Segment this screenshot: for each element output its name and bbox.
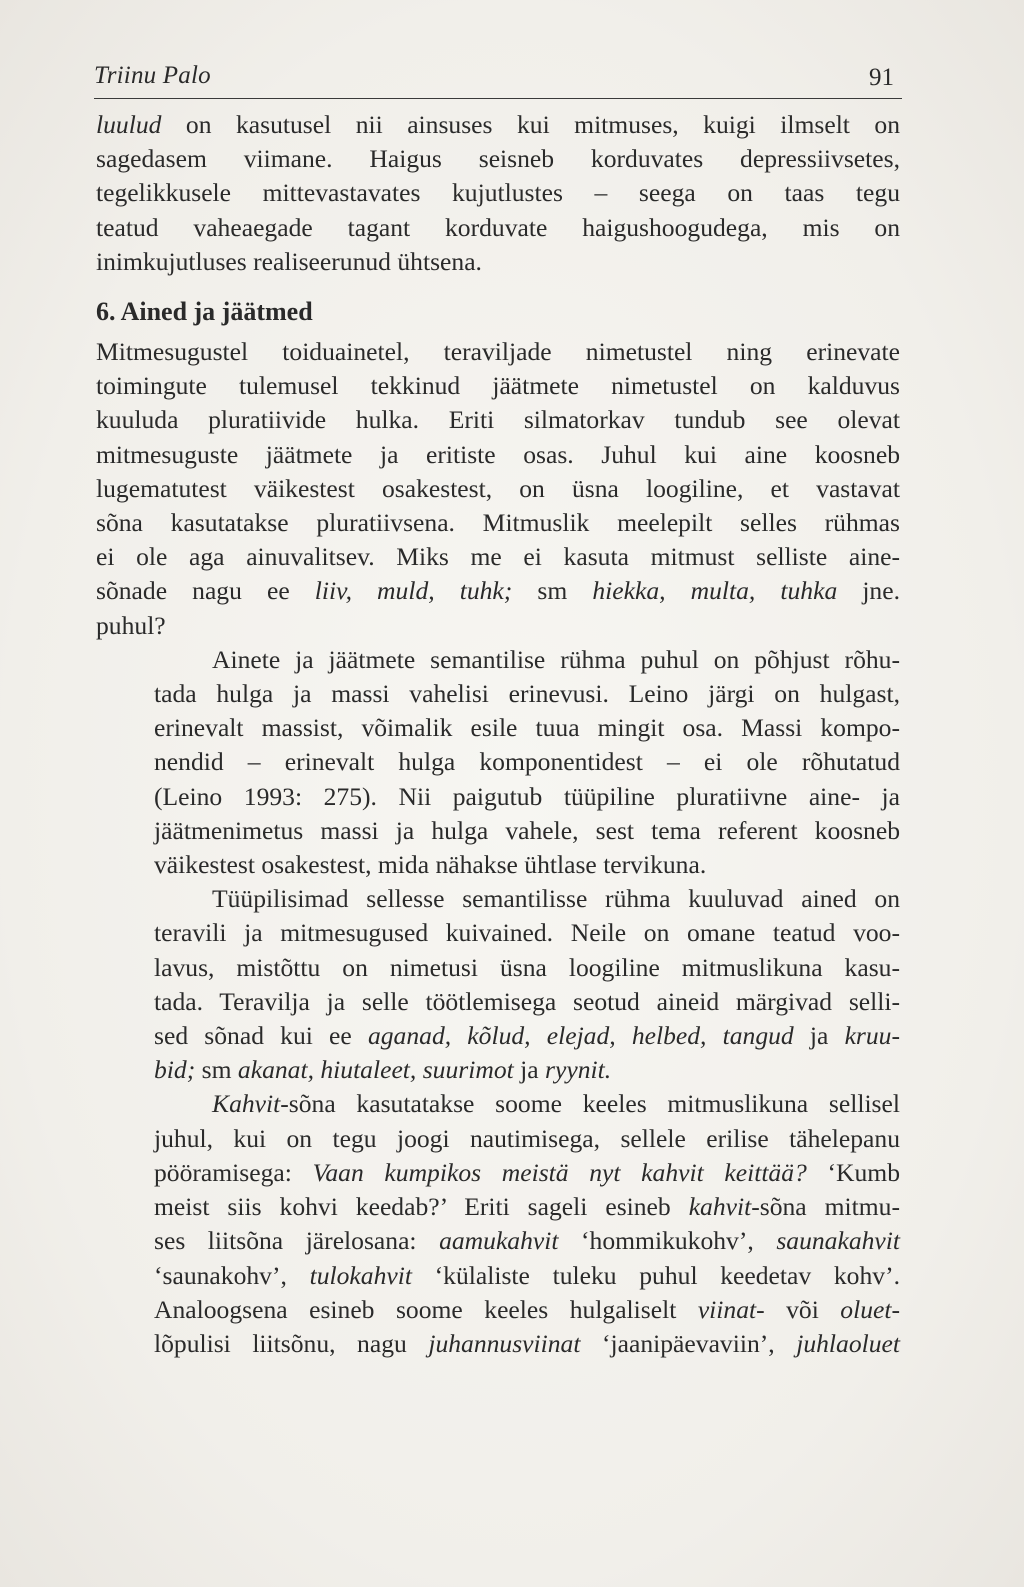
example-word: Kahvit [212, 1089, 281, 1119]
text-line: Ainete ja jäätmete semantilise rühma puhul on põhjust rõhu- [212, 644, 900, 674]
text-span: sm [512, 576, 593, 606]
text-line [96, 1087, 900, 1121]
example-word: aamukahvit [439, 1226, 559, 1256]
text-line [96, 108, 900, 142]
text-span: sõnade nagu ee [96, 576, 315, 606]
text-span: ja [513, 1055, 546, 1085]
example-words: ryynit. [545, 1055, 612, 1085]
example-sentence: Vaan kumpikos meistä nyt kahvit keittää? [312, 1157, 807, 1187]
example-word: viinat- [697, 1294, 765, 1324]
text-line: puhul? [96, 610, 166, 640]
text-line: sagedasem viimane. Haigus seisneb korduvates depressiivsetes, [96, 144, 900, 174]
paragraph [96, 1087, 900, 1361]
example-word: kahvit [688, 1192, 752, 1222]
text-line: inimkujutluses realiseerunud ühtsena. [96, 246, 482, 276]
text-line [96, 1190, 900, 1224]
text-line [96, 1259, 900, 1293]
text-span: või [764, 1294, 841, 1324]
text-line: ei ole aga ainuvalitsev. Miks me ei kasuta mitmust selliste aine- [96, 542, 900, 572]
example-word: oluet- [840, 1294, 900, 1324]
text-line [96, 1224, 900, 1258]
text-line: lavus, mistõttu on nimetusi üsna loogiline mitmuslikuna kasu- [154, 952, 900, 982]
text-span: sed sõnad kui ee [154, 1021, 368, 1051]
text-line: Tüüpilisimad sellesse semantilisse rühma kuuluvad ained on [212, 884, 900, 914]
running-header-author: Triinu Palo [94, 62, 211, 89]
text-span: ‘külaliste tuleku puhul keedetav kohv’. [411, 1260, 900, 1290]
text-span: ‘saunakohv’, [154, 1260, 310, 1290]
text-span: ja [793, 1021, 845, 1051]
text-line [96, 1156, 900, 1190]
text-span: ‘hommikukohv’, [558, 1226, 777, 1256]
text-span: Analoogsena esineb soome keeles hulgaliselt [154, 1294, 698, 1324]
example-words: aganad, kõlud, elejad, helbed, tangud [367, 1021, 794, 1051]
example-word: luulud [96, 110, 162, 139]
text-line [96, 1019, 900, 1053]
text-line: kuuluda pluratiivide hulka. Eriti silmatorkav tundub see olevat [96, 405, 900, 435]
text-line: lugematutest väikestest osakestest, on üsna loogiline, et vastavat [96, 473, 900, 503]
example-words: liiv, muld, tuhk; [314, 576, 513, 606]
text-span: on kasutusel nii ainsuses kui mitmuses, kuigi ilmselt on [161, 110, 900, 139]
example-word: tulokahvit [309, 1260, 412, 1290]
example-word: juhannusviinat [428, 1328, 581, 1358]
text-line: tada. Teravilja ja selle töötlemisega seotud aineid märgivad selli- [154, 986, 900, 1016]
text-line: mitmesuguste jäätmete ja eritiste osas. Juhul kui aine koosneb [96, 439, 900, 469]
example-word: saunakahvit [776, 1226, 900, 1256]
text-line: erinevalt massist, võimalik esile tuua mingit osa. Massi kompo- [154, 713, 900, 743]
text-span: lõpulisi liitsõnu, nagu [154, 1328, 429, 1358]
paragraph-continued [96, 108, 900, 279]
text-span: ‘jaanipäevaviin’, [580, 1328, 797, 1358]
text-line: teatud vaheaegade tagant korduvate haigushoogudega, mis on [96, 212, 900, 242]
text-line [96, 1293, 900, 1327]
paragraph [96, 882, 900, 1087]
text-line: Mitmesugustel toiduainetel, teraviljade nimetustel ning erinevate [96, 337, 900, 367]
text-line: (Leino 1993: 275). Nii paigutub tüüpiline pluratiivne aine- ja [154, 781, 900, 811]
text-line: väikestest osakestest, mida nähakse ühtlase tervikuna. [154, 850, 707, 880]
text-span: -sõna kasutatakse soome keeles mitmuslikuna sellisel [280, 1089, 900, 1119]
paragraph [96, 335, 900, 643]
example-words: hiekka, multa, tuhka [592, 576, 838, 606]
section-heading: 6. Ained ja jäätmed [96, 297, 313, 327]
text-line: juhul, kui on tegu joogi nautimisega, sellele erilise tähelepanu [154, 1123, 900, 1153]
running-header [94, 58, 902, 99]
example-word: juhlaoluet [796, 1328, 900, 1358]
body-text [96, 108, 900, 1361]
text-line: tegelikkusele mittevastavates kujutlustes – seega on taas tegu [96, 178, 900, 208]
text-span: pööramisega: [154, 1157, 313, 1187]
text-line [96, 1327, 900, 1361]
text-span: sm [195, 1055, 238, 1085]
text-span: -sõna mitmu- [751, 1192, 900, 1222]
text-line: tada hulga ja massi vahelisi erinevusi. Leino järgi on hulgast, [154, 679, 900, 709]
text-span: jne. [837, 576, 900, 606]
text-span: ‘Kumb [806, 1157, 901, 1187]
text-line [96, 574, 900, 608]
example-words: akanat, hiutaleet, suurimot [237, 1055, 514, 1085]
text-line [96, 1053, 900, 1087]
text-line: sõna kasutatakse pluratiivsena. Mitmuslik meelepilt selles rühmas [96, 508, 900, 538]
text-line: teravili ja mitmesugused kuivained. Neile on omane teatud voo- [154, 918, 900, 948]
paragraph [96, 643, 900, 882]
text-line: jäätmenimetus massi ja hulga vahele, sest tema referent koosneb [154, 815, 900, 845]
text-line: nendid – erinevalt hulga komponentidest – ei ole rõhutatud [154, 747, 900, 777]
text-line: toimingute tulemusel tekkinud jäätmete nimetustel on kalduvus [96, 371, 900, 401]
example-words: kruu- [844, 1021, 900, 1051]
example-words: bid; [154, 1055, 196, 1085]
page-number: 91 [869, 64, 894, 91]
text-span: ses liitsõna järelosana: [154, 1226, 440, 1256]
text-span: meist siis kohvi keedab?’ Eriti sageli esineb [154, 1192, 689, 1222]
